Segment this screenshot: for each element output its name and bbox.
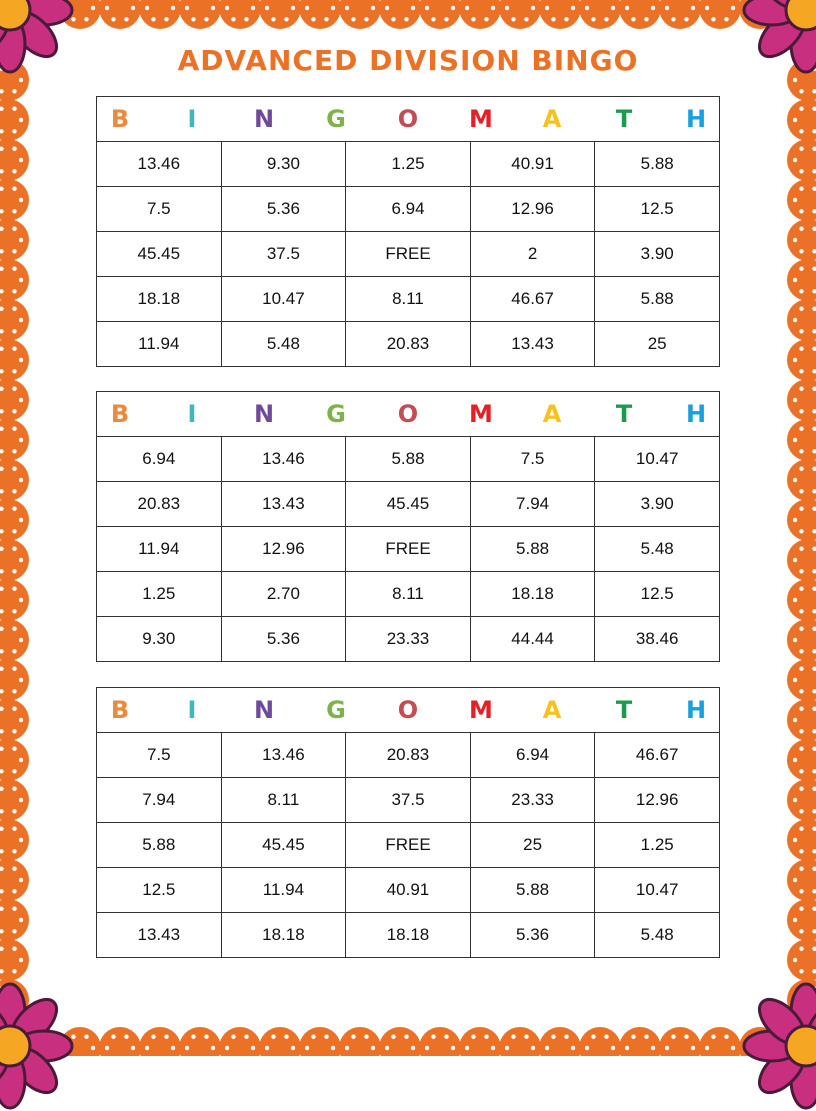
page-title: ADVANCED DIVISION BINGO: [177, 44, 639, 77]
bingo-cell: 44.44: [470, 617, 595, 662]
header-letter: N: [253, 400, 275, 428]
bingo-cell: 2: [470, 232, 595, 277]
bingo-cell: 12.5: [595, 572, 720, 617]
bingo-cell: FREE: [346, 823, 471, 868]
bingo-cell: 18.18: [97, 277, 222, 322]
header-letter: G: [326, 696, 346, 724]
bingo-cell: 5.36: [470, 913, 595, 958]
header-letter: G: [326, 105, 346, 133]
bingo-cell: 5.88: [470, 868, 595, 913]
scalloped-border-top: [0, 0, 816, 30]
header-letter: G: [326, 400, 346, 428]
bingo-cell: 46.67: [595, 733, 720, 778]
bingo-cell: 3.90: [595, 232, 720, 277]
bingo-cell: 11.94: [221, 868, 346, 913]
table-row: [97, 778, 720, 823]
bingo-cell: 10.47: [595, 437, 720, 482]
bingo-cell: 5.48: [221, 322, 346, 367]
table-row: [97, 482, 720, 527]
table-row: [97, 437, 720, 482]
header-letter: B: [110, 696, 130, 724]
bingo-cell: 13.46: [97, 142, 222, 187]
table-row: [97, 277, 720, 322]
bingo-cell: 40.91: [346, 868, 471, 913]
bingo-cell: 7.5: [97, 187, 222, 232]
bingo-cell: 46.67: [470, 277, 595, 322]
bingo-cell: 5.88: [595, 277, 720, 322]
bingo-cell: 5.36: [221, 187, 346, 232]
bingo-cell: 7.94: [470, 482, 595, 527]
table-row: [97, 868, 720, 913]
bingo-cell: 8.11: [221, 778, 346, 823]
table-row: [97, 617, 720, 662]
bingo-cell: 12.5: [595, 187, 720, 232]
bingo-cell: 6.94: [470, 733, 595, 778]
table-row: [97, 823, 720, 868]
bingo-cell: 20.83: [346, 322, 471, 367]
bingo-cell: 13.43: [97, 913, 222, 958]
header-letter: B: [110, 105, 130, 133]
bingo-cell: FREE: [346, 232, 471, 277]
header-letter: T: [615, 696, 633, 724]
flower-corner-icon: [741, 981, 816, 1111]
bingo-cell: 40.91: [470, 142, 595, 187]
bingo-header: [97, 392, 720, 437]
header-letter: N: [253, 696, 275, 724]
bingo-cell: 6.94: [346, 187, 471, 232]
bingo-cell: 23.33: [470, 778, 595, 823]
header-letter: M: [469, 400, 493, 428]
bingo-cell: 25: [595, 322, 720, 367]
scalloped-border-bottom: [0, 1026, 816, 1056]
flower-corner-icon: [0, 981, 75, 1111]
bingo-cell: 20.83: [346, 733, 471, 778]
bingo-cell: 5.88: [346, 437, 471, 482]
bingo-cell: 38.46: [595, 617, 720, 662]
bingo-cell: 1.25: [346, 142, 471, 187]
header-letter: A: [542, 105, 562, 133]
bingo-cell: 13.46: [221, 437, 346, 482]
header-letter: A: [542, 400, 562, 428]
scalloped-border-right: [786, 0, 816, 1056]
bingo-card-3: [96, 687, 720, 958]
header-letter: M: [469, 696, 493, 724]
bingo-cell: 45.45: [97, 232, 222, 277]
bingo-cell: 7.94: [97, 778, 222, 823]
bingo-cell: FREE: [346, 527, 471, 572]
bingo-cell: 12.96: [470, 187, 595, 232]
bingo-cell: 11.94: [97, 322, 222, 367]
bingo-cell: 20.83: [97, 482, 222, 527]
bingo-cell: 9.30: [221, 142, 346, 187]
bingo-cell: 1.25: [97, 572, 222, 617]
bingo-cell: 7.5: [470, 437, 595, 482]
bingo-cell: 5.88: [595, 142, 720, 187]
header-letter: I: [187, 400, 197, 428]
bingo-header: [97, 97, 720, 142]
bingo-cell: 8.11: [346, 572, 471, 617]
header-letter: I: [187, 696, 197, 724]
table-row: [97, 572, 720, 617]
scalloped-border-left: [0, 0, 30, 1056]
bingo-cell: 2.70: [221, 572, 346, 617]
bingo-header: [97, 688, 720, 733]
table-row: [97, 913, 720, 958]
bingo-cell: 45.45: [346, 482, 471, 527]
bingo-cell: 7.5: [97, 733, 222, 778]
bingo-cell: 3.90: [595, 482, 720, 527]
header-letter: N: [253, 105, 275, 133]
bingo-cell: 5.36: [221, 617, 346, 662]
bingo-cell: 9.30: [97, 617, 222, 662]
bingo-cell: 37.5: [346, 778, 471, 823]
table-row: [97, 187, 720, 232]
bingo-card-2: [96, 391, 720, 662]
bingo-cell: 10.47: [221, 277, 346, 322]
bingo-cell: 5.88: [97, 823, 222, 868]
bingo-cell: 25: [470, 823, 595, 868]
table-row: [97, 733, 720, 778]
header-letter: A: [542, 696, 562, 724]
bingo-cell: 18.18: [346, 913, 471, 958]
header-letter: H: [685, 696, 707, 724]
bingo-cell: 45.45: [221, 823, 346, 868]
header-letter: M: [469, 105, 493, 133]
header-letter: I: [187, 105, 197, 133]
bingo-cell: 5.48: [595, 527, 720, 572]
table-row: [97, 527, 720, 572]
bingo-cell: 23.33: [346, 617, 471, 662]
header-letter: O: [397, 696, 419, 724]
bingo-cell: 10.47: [595, 868, 720, 913]
bingo-cell: 13.43: [221, 482, 346, 527]
bingo-cell: 13.46: [221, 733, 346, 778]
table-row: [97, 232, 720, 277]
bingo-cell: 1.25: [595, 823, 720, 868]
header-letter: T: [615, 400, 633, 428]
header-letter: T: [615, 105, 633, 133]
bingo-cell: 18.18: [221, 913, 346, 958]
header-letter: B: [110, 400, 130, 428]
bingo-cell: 18.18: [470, 572, 595, 617]
table-row: [97, 322, 720, 367]
bingo-cell: 13.43: [470, 322, 595, 367]
bingo-cell: 37.5: [221, 232, 346, 277]
bingo-cell: 11.94: [97, 527, 222, 572]
header-letter: O: [397, 400, 419, 428]
bingo-cell: 5.88: [470, 527, 595, 572]
bingo-card-1: [96, 96, 720, 367]
table-row: [97, 142, 720, 187]
bingo-cell: 5.48: [595, 913, 720, 958]
header-letter: H: [685, 400, 707, 428]
header-letter: H: [685, 105, 707, 133]
bingo-cell: 12.96: [221, 527, 346, 572]
header-letter: O: [397, 105, 419, 133]
bingo-cell: 8.11: [346, 277, 471, 322]
bingo-cell: 6.94: [97, 437, 222, 482]
bingo-cell: 12.5: [97, 868, 222, 913]
bingo-cell: 12.96: [595, 778, 720, 823]
